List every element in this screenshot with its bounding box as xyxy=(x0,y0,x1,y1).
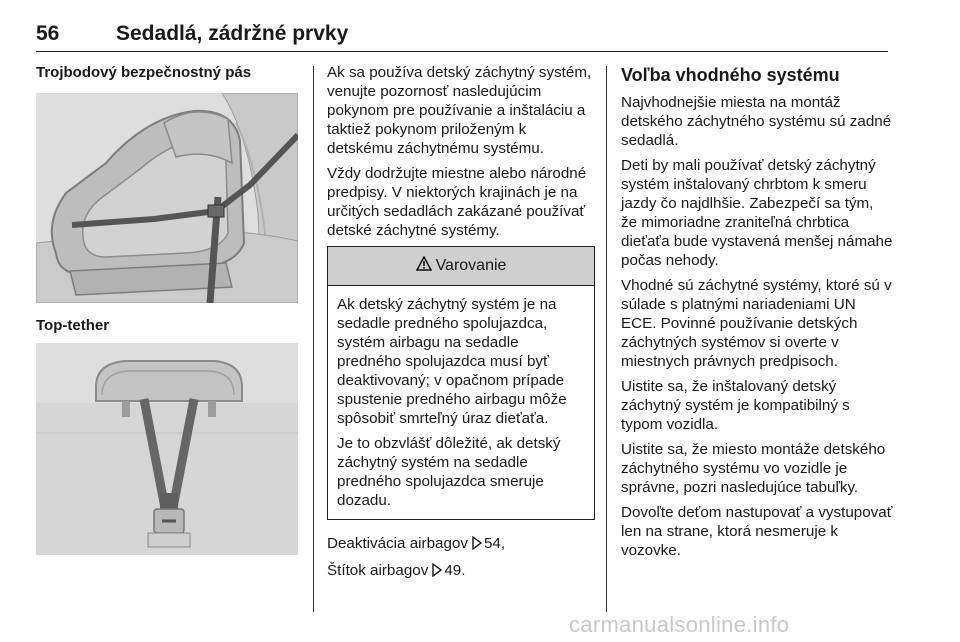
top-tether-heading: Top-tether xyxy=(36,317,110,334)
system-choice-heading: Voľba vhodného systému xyxy=(621,65,840,85)
middle-column xyxy=(327,63,595,588)
warning-triangle-icon xyxy=(416,256,432,276)
paragraph: Uistite sa, že inštalovaný detský záchytný systém je kompatibilný s typom vozidla. xyxy=(621,378,850,433)
cross-reference xyxy=(327,561,595,582)
top-tether-illustration xyxy=(36,343,298,555)
three-point-belt-heading: Trojbodový bezpečnostný pás xyxy=(36,64,252,81)
top-tether-figure xyxy=(36,343,298,555)
cross-reference xyxy=(327,534,595,555)
child-seat-illustration xyxy=(36,93,298,303)
warning-body xyxy=(328,286,594,519)
paragraph: Najvhodnejšie miesta na montáž detského záchytného systému sú zadné sedadlá. xyxy=(621,94,892,149)
page-reference-arrow-icon xyxy=(431,563,443,582)
paragraph: Vždy dodržujte miestne alebo národné predpisy. V niektorých krajinách je na určitých sedadlách zakázané používať detské záchytné systémy. xyxy=(327,165,587,239)
chapter-title: Sedadlá, zádržné prvky xyxy=(116,22,349,45)
paragraph: Deti by mali používať detský záchytný systém inštalovaný chrbtom k smeru jazdy čo najdlhšie. Zabezpečí sa tým, že mimoriadne zraniteľná chrbtica dieťaťa bude vystavená menšej námahe počas nehody. xyxy=(621,157,893,269)
paragraph: Ak sa používa detský záchytný systém, venujte pozornosť nasledujúcim pokynom pre používanie a inštaláciu a taktiež pokynom priloženým k detskému záchytnému systému. xyxy=(327,64,592,157)
warning-paragraph: Je to obzvlášť dôležité, ak detský záchytný systém na sedadle predného spolujazdca smeruje dozadu. xyxy=(337,435,561,509)
paragraph: Vhodné sú záchytné systémy, ktoré sú v súlade s platnými nariadeniami UN ECE. Povinné používanie detských záchytných systémov si overte v miestnych právnych predpisoch. xyxy=(621,277,892,370)
warning-box xyxy=(327,246,595,520)
child-seat-belt-figure xyxy=(36,93,298,303)
warning-header xyxy=(328,247,594,286)
header-rule xyxy=(36,51,888,52)
column-divider xyxy=(313,66,314,612)
page-header xyxy=(36,22,888,52)
reference-text: Deaktivácia airbagov xyxy=(327,535,468,552)
column-divider xyxy=(606,66,607,612)
left-column xyxy=(36,63,298,555)
warning-paragraph: Ak detský záchytný systém je na sedadle predného spolujazdca, systém airbagu na sedadle predného spolujazdca musí byť deaktivovaný; v opačnom prípade spustenie predného airbagu môže spôsobiť smrteľný úraz dieťaťa. xyxy=(337,296,567,427)
watermark: carmanualsonline.info xyxy=(569,612,790,637)
page-reference-arrow-icon xyxy=(471,536,483,555)
page-number: 56 xyxy=(36,22,60,45)
paragraph: Uistite sa, že miesto montáže detského záchytného systému vo vozidle je správne, pozri nasledujúce tabuľky. xyxy=(621,441,886,496)
reference-text: Štítok airbagov xyxy=(327,562,429,579)
right-column xyxy=(621,63,893,566)
warning-title: Varovanie xyxy=(435,257,507,274)
paragraph: Dovoľte deťom nastupovať a vystupovať len na strane, ktorá nesmeruje k vozovke. xyxy=(621,504,893,559)
reference-page[interactable]: 54, xyxy=(483,535,506,552)
reference-page[interactable]: 49. xyxy=(444,562,466,579)
